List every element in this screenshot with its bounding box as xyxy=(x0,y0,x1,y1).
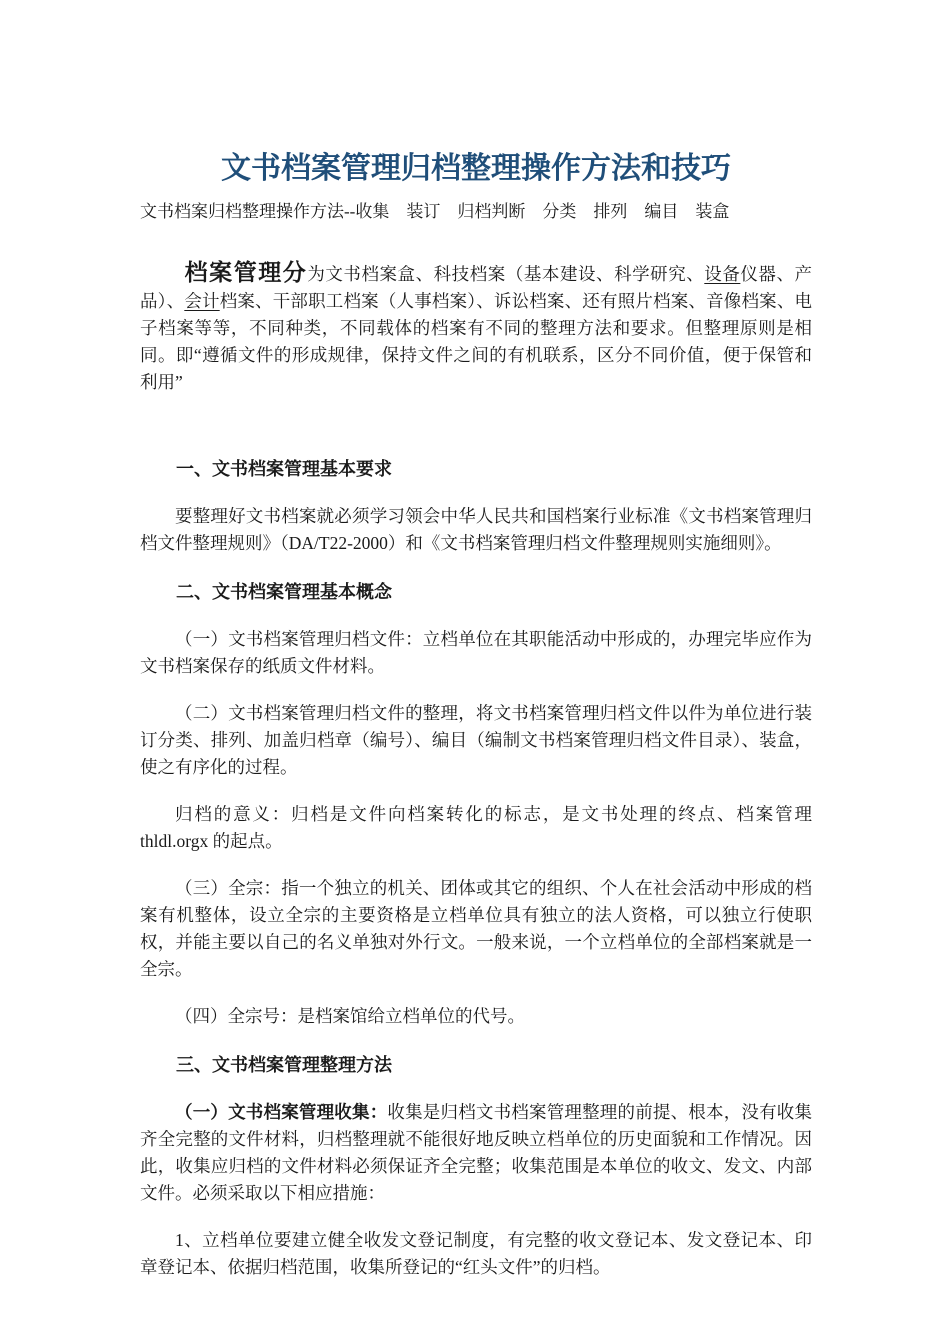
text-run: （三）全宗：指一个独立的机关、团体或其它的组织、个人在社会活动中形成的档案有机整体，设立全宗的主要资格是立档单位具有独立的法人资格，可以独立行使职权，并能主要以自己的名义单独对外行文。一般来说，一个立档单位的全部档案就是一全宗。 xyxy=(140,878,812,979)
section-heading: 一、文书档案管理基本要求 xyxy=(176,459,392,479)
text-run: 仪器、产品）、 xyxy=(140,264,813,311)
text-run: 为文书档案盒、科技档案（基本建设、科学研究、 xyxy=(307,264,705,284)
paragraph xyxy=(140,700,812,781)
document-title: 文书档案管理归档整理操作方法和技巧 xyxy=(221,152,731,185)
paragraph xyxy=(140,875,812,983)
underlined-text-run: 会计 xyxy=(184,291,220,311)
paragraph xyxy=(140,1227,812,1281)
paragraph xyxy=(140,626,812,680)
document-body xyxy=(140,259,812,1281)
paragraph xyxy=(140,801,812,855)
section-heading: 三、文书档案管理整理方法 xyxy=(176,1055,392,1075)
lead-text-run: 档案管理分 xyxy=(184,260,308,285)
paragraph xyxy=(140,1003,812,1030)
text-run: 归档的意义：归档是文件向档案转化的标志，是文书处理的终点、档案管理 thldl.orgx 的起点。 xyxy=(140,804,812,851)
lead-paragraph xyxy=(140,259,812,396)
text-run: （二）文书档案管理归档文件的整理，将文书档案管理归档文件以件为单位进行装订分类、排列、加盖归档章（编号）、编目（编制文书档案管理归档文件目录）、装盒，使之有序化的过程。 xyxy=(140,703,812,777)
text-run: （四）全宗号：是档案馆给立档单位的代号。 xyxy=(175,1006,525,1026)
paragraph xyxy=(140,503,812,557)
paragraph xyxy=(140,1099,812,1207)
underlined-text-run: 设备 xyxy=(704,264,741,284)
text-run: （一）文书档案管理归档文件：立档单位在其职能活动中形成的，办理完毕应作为文书档案保存的纸质文件材料。 xyxy=(140,629,812,676)
section-heading: 二、文书档案管理基本概念 xyxy=(176,582,392,602)
text-run: 收集是归档文书档案管理整理的前提、根本，没有收集齐全完整的文件材料，归档整理就不能很好地反映立档单位的历史面貌和工作情况。因此，收集应归档的文件材料必须保证齐全完整；收集范围是本单位的收文、发文、内部文件。必须采取以下相应措施： xyxy=(140,1102,813,1203)
document-subtitle: 文书档案归档整理操作方法--收集 装订 归档判断 分类 排列 编目 装盒 xyxy=(140,202,730,221)
text-run: 1、立档单位要建立健全收发文登记制度，有完整的收文登记本、发文登记本、印章登记本、依据归档范围，收集所登记的“红头文件”的归档。 xyxy=(140,1230,812,1277)
text-run: 档案、干部职工档案（人事档案）、诉讼档案、还有照片档案、音像档案、电子档案等等，不同种类，不同载体的档案有不同的整理方法和要求。但整理原则是相同。即“遵循文件的形成规律，保持文件之间的有机联系，区分不同价值，便于保管和利用” xyxy=(140,291,813,392)
text-run: 要整理好文书档案就必须学习领会中华人民共和国档案行业标准《文书档案管理归档文件整理规则》（DA/T22-2000）和《文书档案管理归档文件整理规则实施细则》。 xyxy=(140,506,812,553)
bold-text-run: （一）文书档案管理收集： xyxy=(175,1102,388,1122)
